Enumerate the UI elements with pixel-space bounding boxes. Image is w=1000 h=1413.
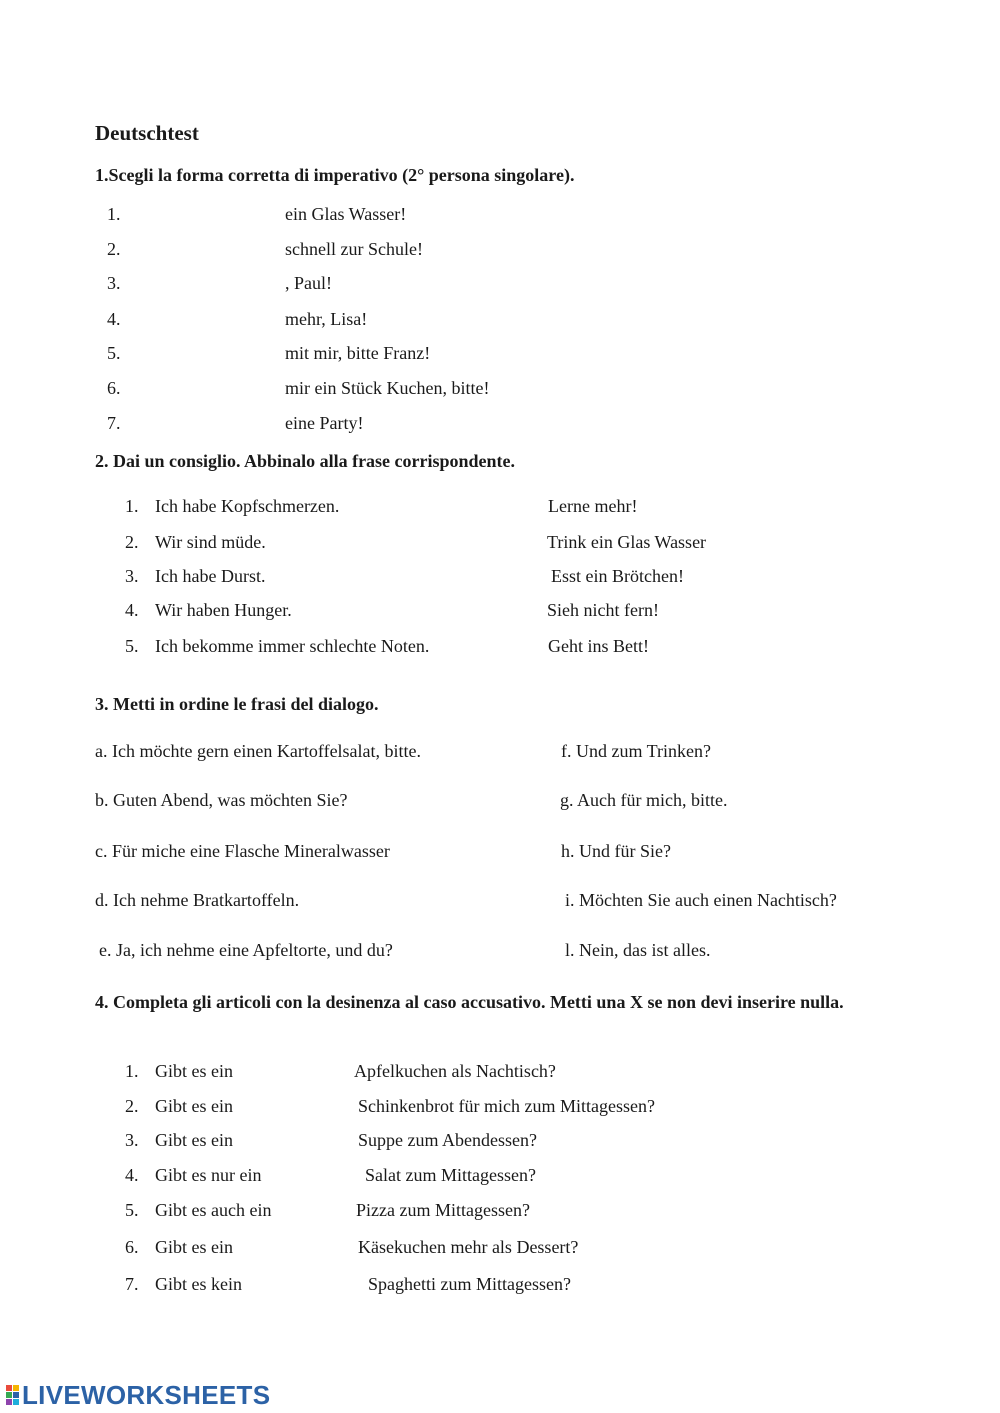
s2-item-advice: Sieh nicht fern! <box>547 600 659 620</box>
s2-item-advice: Geht ins Bett! <box>548 636 649 656</box>
logo-text: LIVEWORKSHEETS <box>22 1379 271 1410</box>
s1-item-text: mehr, Lisa! <box>285 309 368 329</box>
s4-item-noun: Salat zum Mittagessen? <box>365 1165 536 1185</box>
s4-item-article: Gibt es ein <box>155 1096 233 1116</box>
s4-item-number: 2. <box>125 1096 139 1116</box>
s3-dialogue-line: f. Und zum Trinken? <box>561 741 711 761</box>
s4-item-number: 7. <box>125 1274 139 1294</box>
section1-heading: 1.Scegli la forma corretta di imperativo (2° persona singolare). <box>95 165 575 185</box>
s1-item-text: mir ein Stück Kuchen, bitte! <box>285 378 490 398</box>
s1-item-text: , Paul! <box>285 273 332 293</box>
section3-heading: 3. Metti in ordine le frasi del dialogo. <box>95 694 379 714</box>
s4-item-article: Gibt es kein <box>155 1274 242 1294</box>
s1-item-number: 1. <box>107 204 121 224</box>
s2-item-statement: Ich habe Durst. <box>155 566 266 586</box>
s1-item-text: mit mir, bitte Franz! <box>285 343 431 363</box>
s3-dialogue-line: h. Und für Sie? <box>561 841 671 861</box>
s4-item-article: Gibt es ein <box>155 1061 233 1081</box>
s1-item-number: 7. <box>107 413 121 433</box>
s4-item-noun: Apfelkuchen als Nachtisch? <box>354 1061 556 1081</box>
s3-dialogue-line: a. Ich möchte gern einen Kartoffelsalat, bitte. <box>95 741 422 761</box>
s4-item-noun: Spaghetti zum Mittagessen? <box>368 1274 571 1294</box>
s1-item-text: eine Party! <box>285 413 364 433</box>
s1-item-text: schnell zur Schule! <box>285 239 423 259</box>
s3-dialogue-line: l. Nein, das ist alles. <box>565 940 711 960</box>
s4-item-number: 4. <box>125 1165 139 1185</box>
s2-item-advice: Esst ein Brötchen! <box>551 566 684 586</box>
s4-item-number: 5. <box>125 1200 139 1220</box>
liveworksheets-logo[interactable] <box>6 1380 270 1410</box>
s3-dialogue-line: c. Für miche eine Flasche Mineralwasser <box>95 841 390 861</box>
s2-item-number: 1. <box>125 496 139 516</box>
s3-dialogue-line: i. Möchten Sie auch einen Nachtisch? <box>565 890 837 910</box>
section4-heading: 4. Completa gli articoli con la desinenza al caso accusativo. Metti una X se non devi inserire nulla. <box>95 992 844 1012</box>
page-title: Deutschtest <box>95 121 199 145</box>
s2-item-statement: Wir sind müde. <box>155 532 266 552</box>
s2-item-statement: Ich bekomme immer schlechte Noten. <box>155 636 430 656</box>
s2-item-number: 3. <box>125 566 139 586</box>
s1-item-text: ein Glas Wasser! <box>285 204 407 224</box>
s4-item-noun: Schinkenbrot für mich zum Mittagessen? <box>358 1096 655 1116</box>
s2-item-number: 2. <box>125 532 139 552</box>
s4-item-article: Gibt es auch ein <box>155 1200 272 1220</box>
s3-dialogue-line: b. Guten Abend, was möchten Sie? <box>95 790 348 810</box>
s2-item-number: 4. <box>125 600 139 620</box>
s1-item-number: 5. <box>107 343 121 363</box>
s4-item-noun: Pizza zum Mittagessen? <box>356 1200 530 1220</box>
s2-item-advice: Lerne mehr! <box>548 496 638 516</box>
s4-item-number: 6. <box>125 1237 139 1257</box>
s4-item-article: Gibt es ein <box>155 1130 233 1150</box>
s4-item-noun: Käsekuchen mehr als Dessert? <box>358 1237 579 1257</box>
s1-item-number: 6. <box>107 378 121 398</box>
s4-item-noun: Suppe zum Abendessen? <box>358 1130 537 1150</box>
s1-item-number: 3. <box>107 273 121 293</box>
s4-item-number: 3. <box>125 1130 139 1150</box>
s3-dialogue-line: e. Ja, ich nehme eine Apfeltorte, und du? <box>99 940 393 960</box>
s4-item-number: 1. <box>125 1061 139 1081</box>
s2-item-statement: Ich habe Kopfschmerzen. <box>155 496 340 516</box>
s4-item-article: Gibt es nur ein <box>155 1165 262 1185</box>
s1-item-number: 2. <box>107 239 121 259</box>
s2-item-number: 5. <box>125 636 139 656</box>
section2-heading: 2. Dai un consiglio. Abbinalo alla frase corrispondente. <box>95 451 516 471</box>
s2-item-advice: Trink ein Glas Wasser <box>547 532 707 552</box>
liveworksheets-logo-icon <box>6 1385 19 1405</box>
s3-dialogue-line: g. Auch für mich, bitte. <box>560 790 728 810</box>
s3-dialogue-line: d. Ich nehme Bratkartoffeln. <box>95 890 300 910</box>
s2-item-statement: Wir haben Hunger. <box>155 600 292 620</box>
s1-item-number: 4. <box>107 309 121 329</box>
s4-item-article: Gibt es ein <box>155 1237 233 1257</box>
